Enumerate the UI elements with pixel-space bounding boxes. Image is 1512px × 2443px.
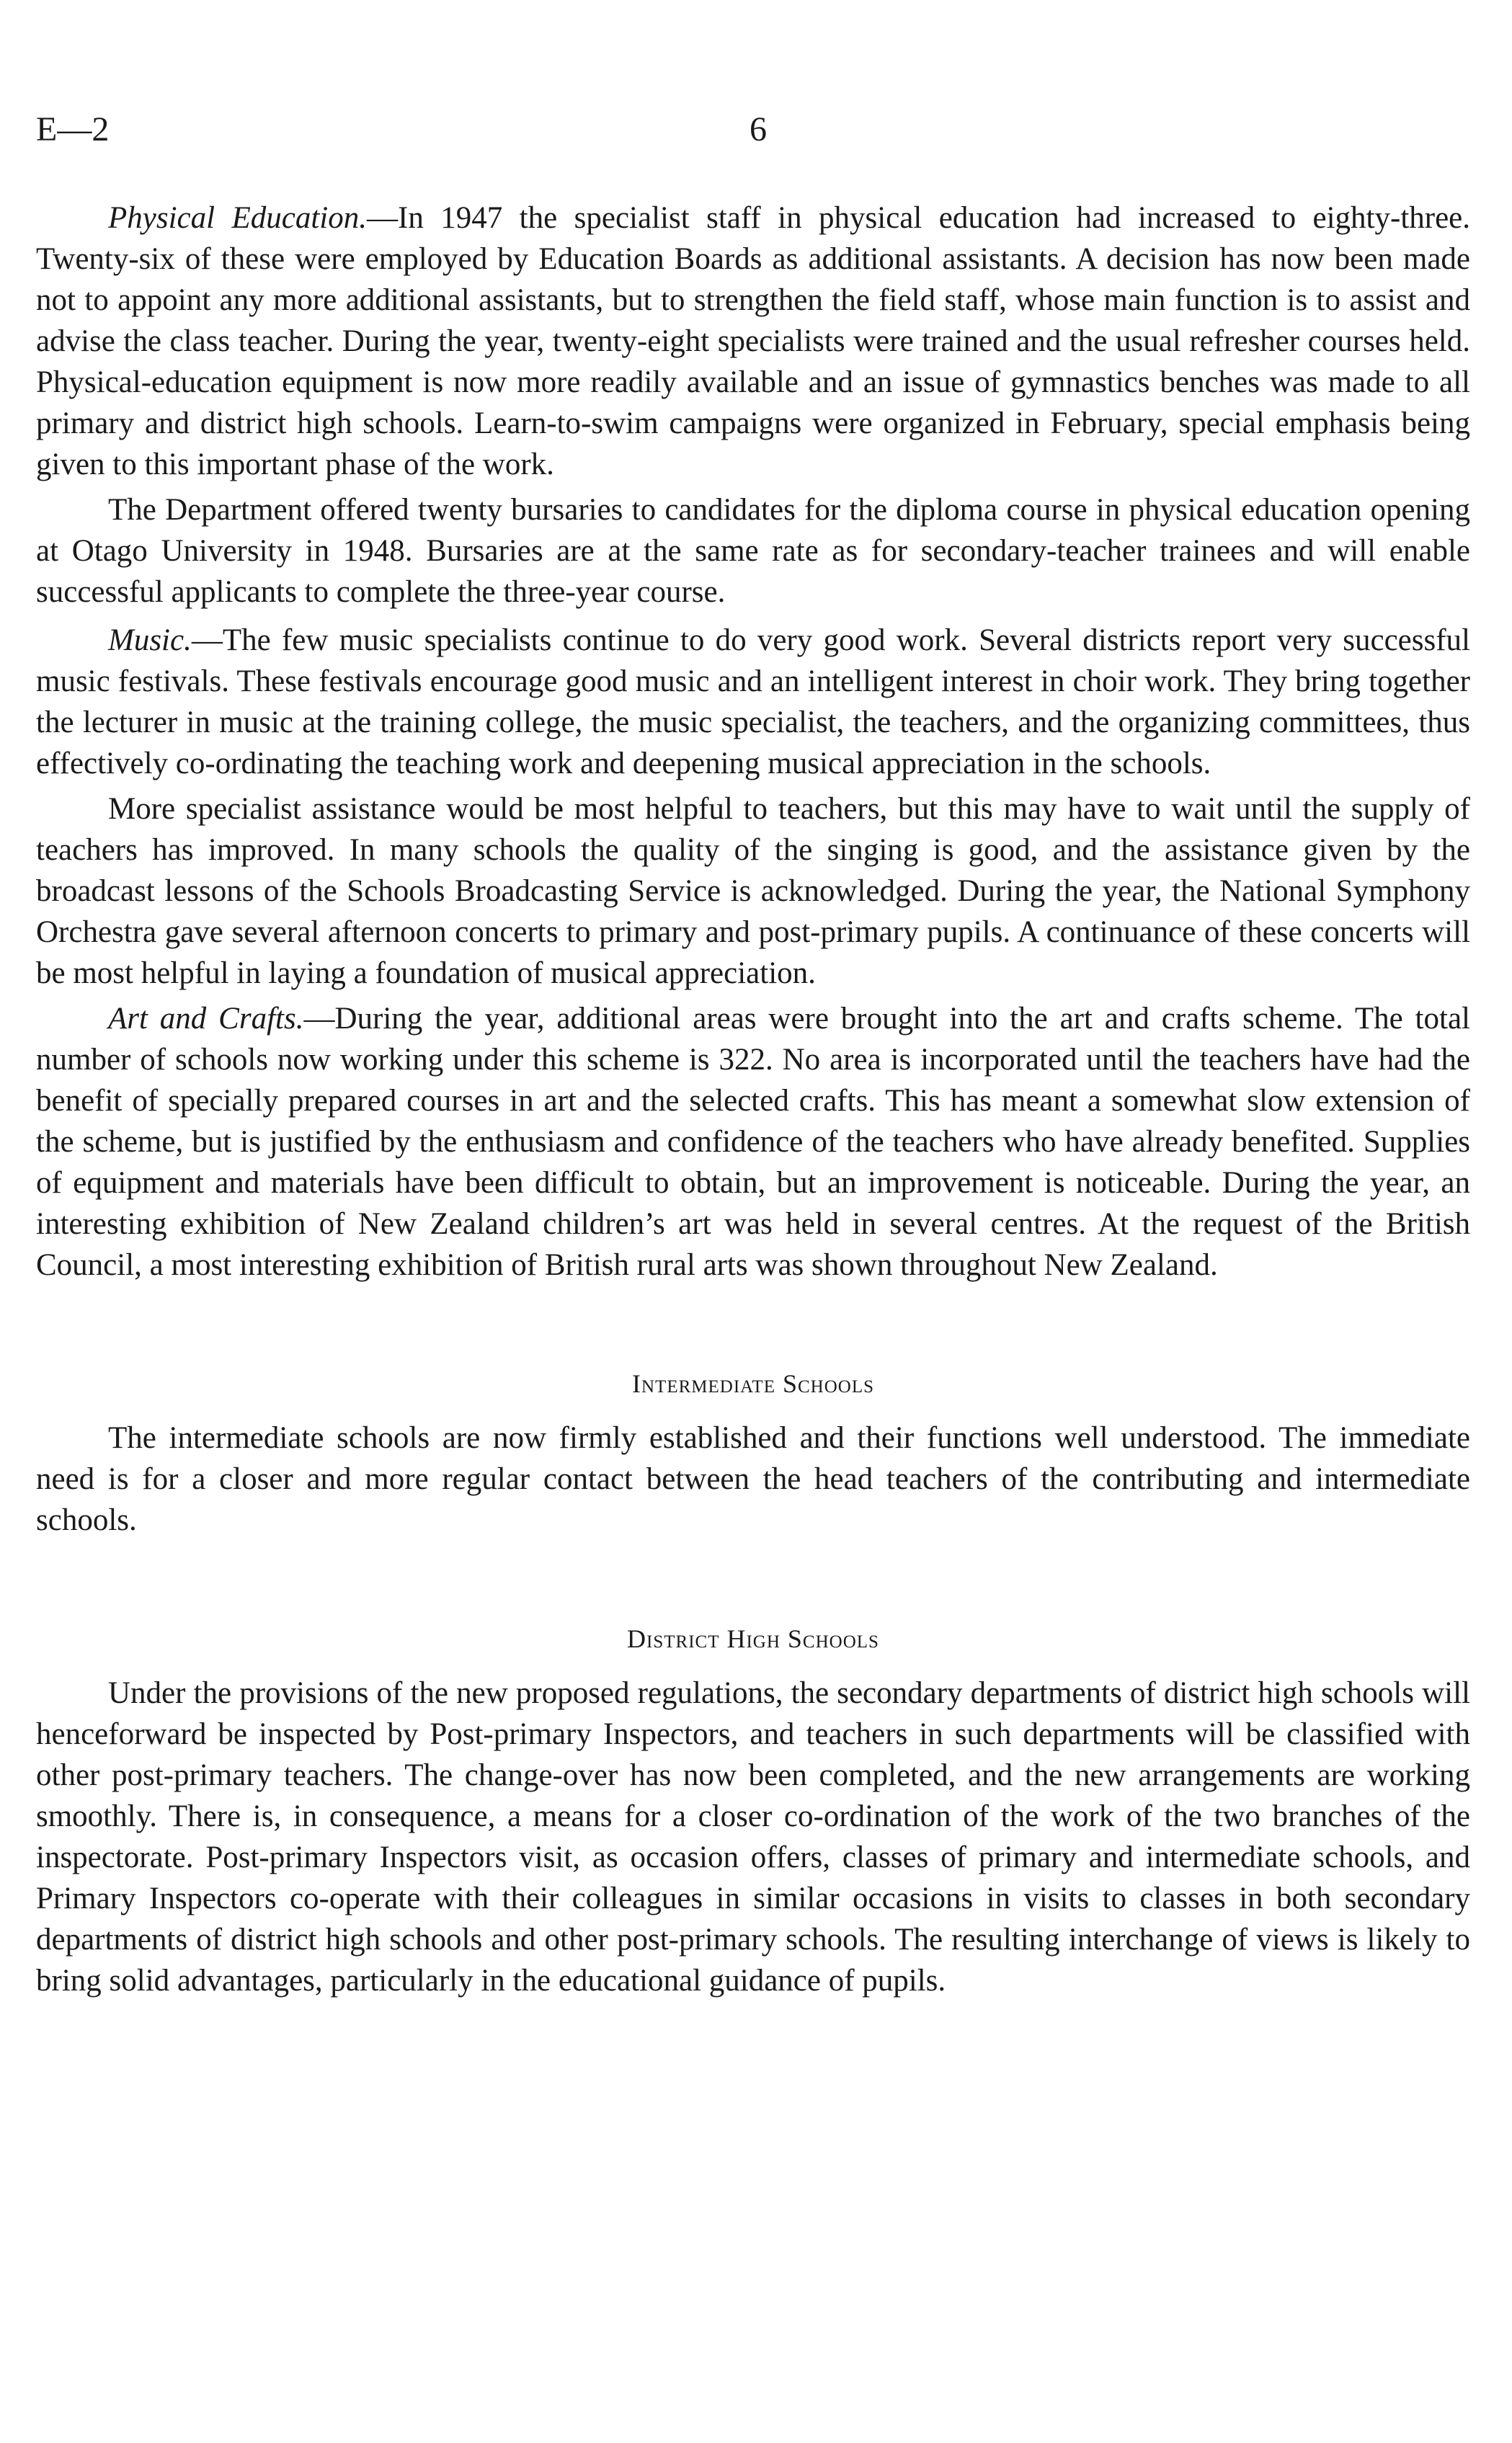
paragraph-text: More specialist assistance would be most helpful to teachers, but this may have to wait until the supply of teachers has improved. In many schools the quality of the singing is good, and the assistance given by the broadcast lessons of the Schools Broadcasting Service is acknowledged. During the year, the National Symphony Orchestra gave several afternoon concerts to primary and post-primary pupils. A continuance of these concerts will be most helpful in laying a foundation of musical appreciation. xyxy=(36,792,1470,990)
paragraph-text: —During the year, additional areas were brought into the art and crafts scheme. The total number of schools now working under this scheme is 322. No area is incorporated until the teachers have had the benefit of specially prepared courses in art and the selected crafts. This has meant a somewhat slow extension of the scheme, but is justified by the enthusiasm and confidence of the teachers who have already benefited. Supplies of equipment and materials have been difficult to obtain, but an improvement is noticeable. During the year, an interesting exhibition of New Zealand children’s art was held in several centres. At the request of the British Council, a most interesting exhibition of British rural arts was shown throughout New Zealand. xyxy=(36,1002,1470,1282)
paragraph-music-assistance xyxy=(36,788,1470,994)
paragraph-art-and-crafts xyxy=(36,998,1470,1286)
paragraph-music xyxy=(36,620,1470,784)
paragraph-district-high-schools xyxy=(36,1673,1470,2001)
paragraph-physical-education xyxy=(36,197,1470,485)
paragraph-lead-physical-education: Physical Education. xyxy=(108,201,367,235)
paragraph-text: The Department offered twenty bursaries to candidates for the diploma course in physical education opening at Otago University in 1948. Bursaries are at the same rate as for secondary-teacher trainees and will enable successful applicants to complete the three-year course. xyxy=(36,493,1470,609)
page-number: 6 xyxy=(750,110,767,148)
body-text xyxy=(36,197,1470,2001)
paragraph-text: —The few music specialists continue to do very good work. Several districts report very successful music festivals. These festivals encourage good music and an intelligent interest in choir work. They bring together the lecturer in music at the training college, the music specialist, the teachers, and the organizing committees, thus effectively co-ordinating the teaching work and deepening musical appreciation in the schools. xyxy=(36,623,1470,780)
section-heading-intermediate-schools: Intermediate Schools xyxy=(632,1369,874,1398)
paragraph-bursaries xyxy=(36,489,1470,613)
page-header xyxy=(36,108,1470,166)
paragraph-text: —In 1947 the specialist staff in physical education had increased to eighty-three. Twenty-six of these were employed by Education Boards as additional assistants. A decision has now been made not to appoint any more additional assistants, but to strengthen the field staff, whose main function is to assist and advise the class teacher. During the year, twenty-eight specialists were trained and the usual refresher courses held. Physical-education equipment is now more readily available and an issue of gymnastics benches was made to all primary and district high schools. Learn-to-swim campaigns were organized in February, special emphasis being given to this important phase of the work. xyxy=(36,201,1471,481)
document-page xyxy=(36,108,1470,2001)
paragraph-text: Under the provisions of the new proposed regulations, the secondary departments of district high schools will henceforward be inspected by Post-primary Inspectors, and teachers in such departments will be classified with other post-primary teachers. The change-over has now been completed, and the new arrangements are working smoothly. There is, in consequence, a means for a closer co-ordination of the work of the two branches of the inspectorate. Post-primary Inspectors visit, as occasion offers, classes of primary and intermediate schools, and Primary Inspectors co-operate with their colleagues in similar occasions in visits to classes in both secondary departments of district high schools and other post-primary schools. The resulting interchange of views is likely to bring solid advantages, particularly in the educational guidance of pupils. xyxy=(36,1676,1470,1998)
paragraph-intermediate-schools xyxy=(36,1418,1470,1541)
paragraph-lead-art-and-crafts: Art and Crafts. xyxy=(108,1002,304,1036)
paragraph-lead-music: Music. xyxy=(108,623,192,657)
document-reference: E—2 xyxy=(36,110,110,148)
section-heading-district-high-schools: District High Schools xyxy=(627,1624,879,1653)
paragraph-text: The intermediate schools are now firmly established and their functions well understood. The immediate need is for a closer and more regular contact between the head teachers of the contributing and intermediate schools. xyxy=(36,1421,1470,1537)
